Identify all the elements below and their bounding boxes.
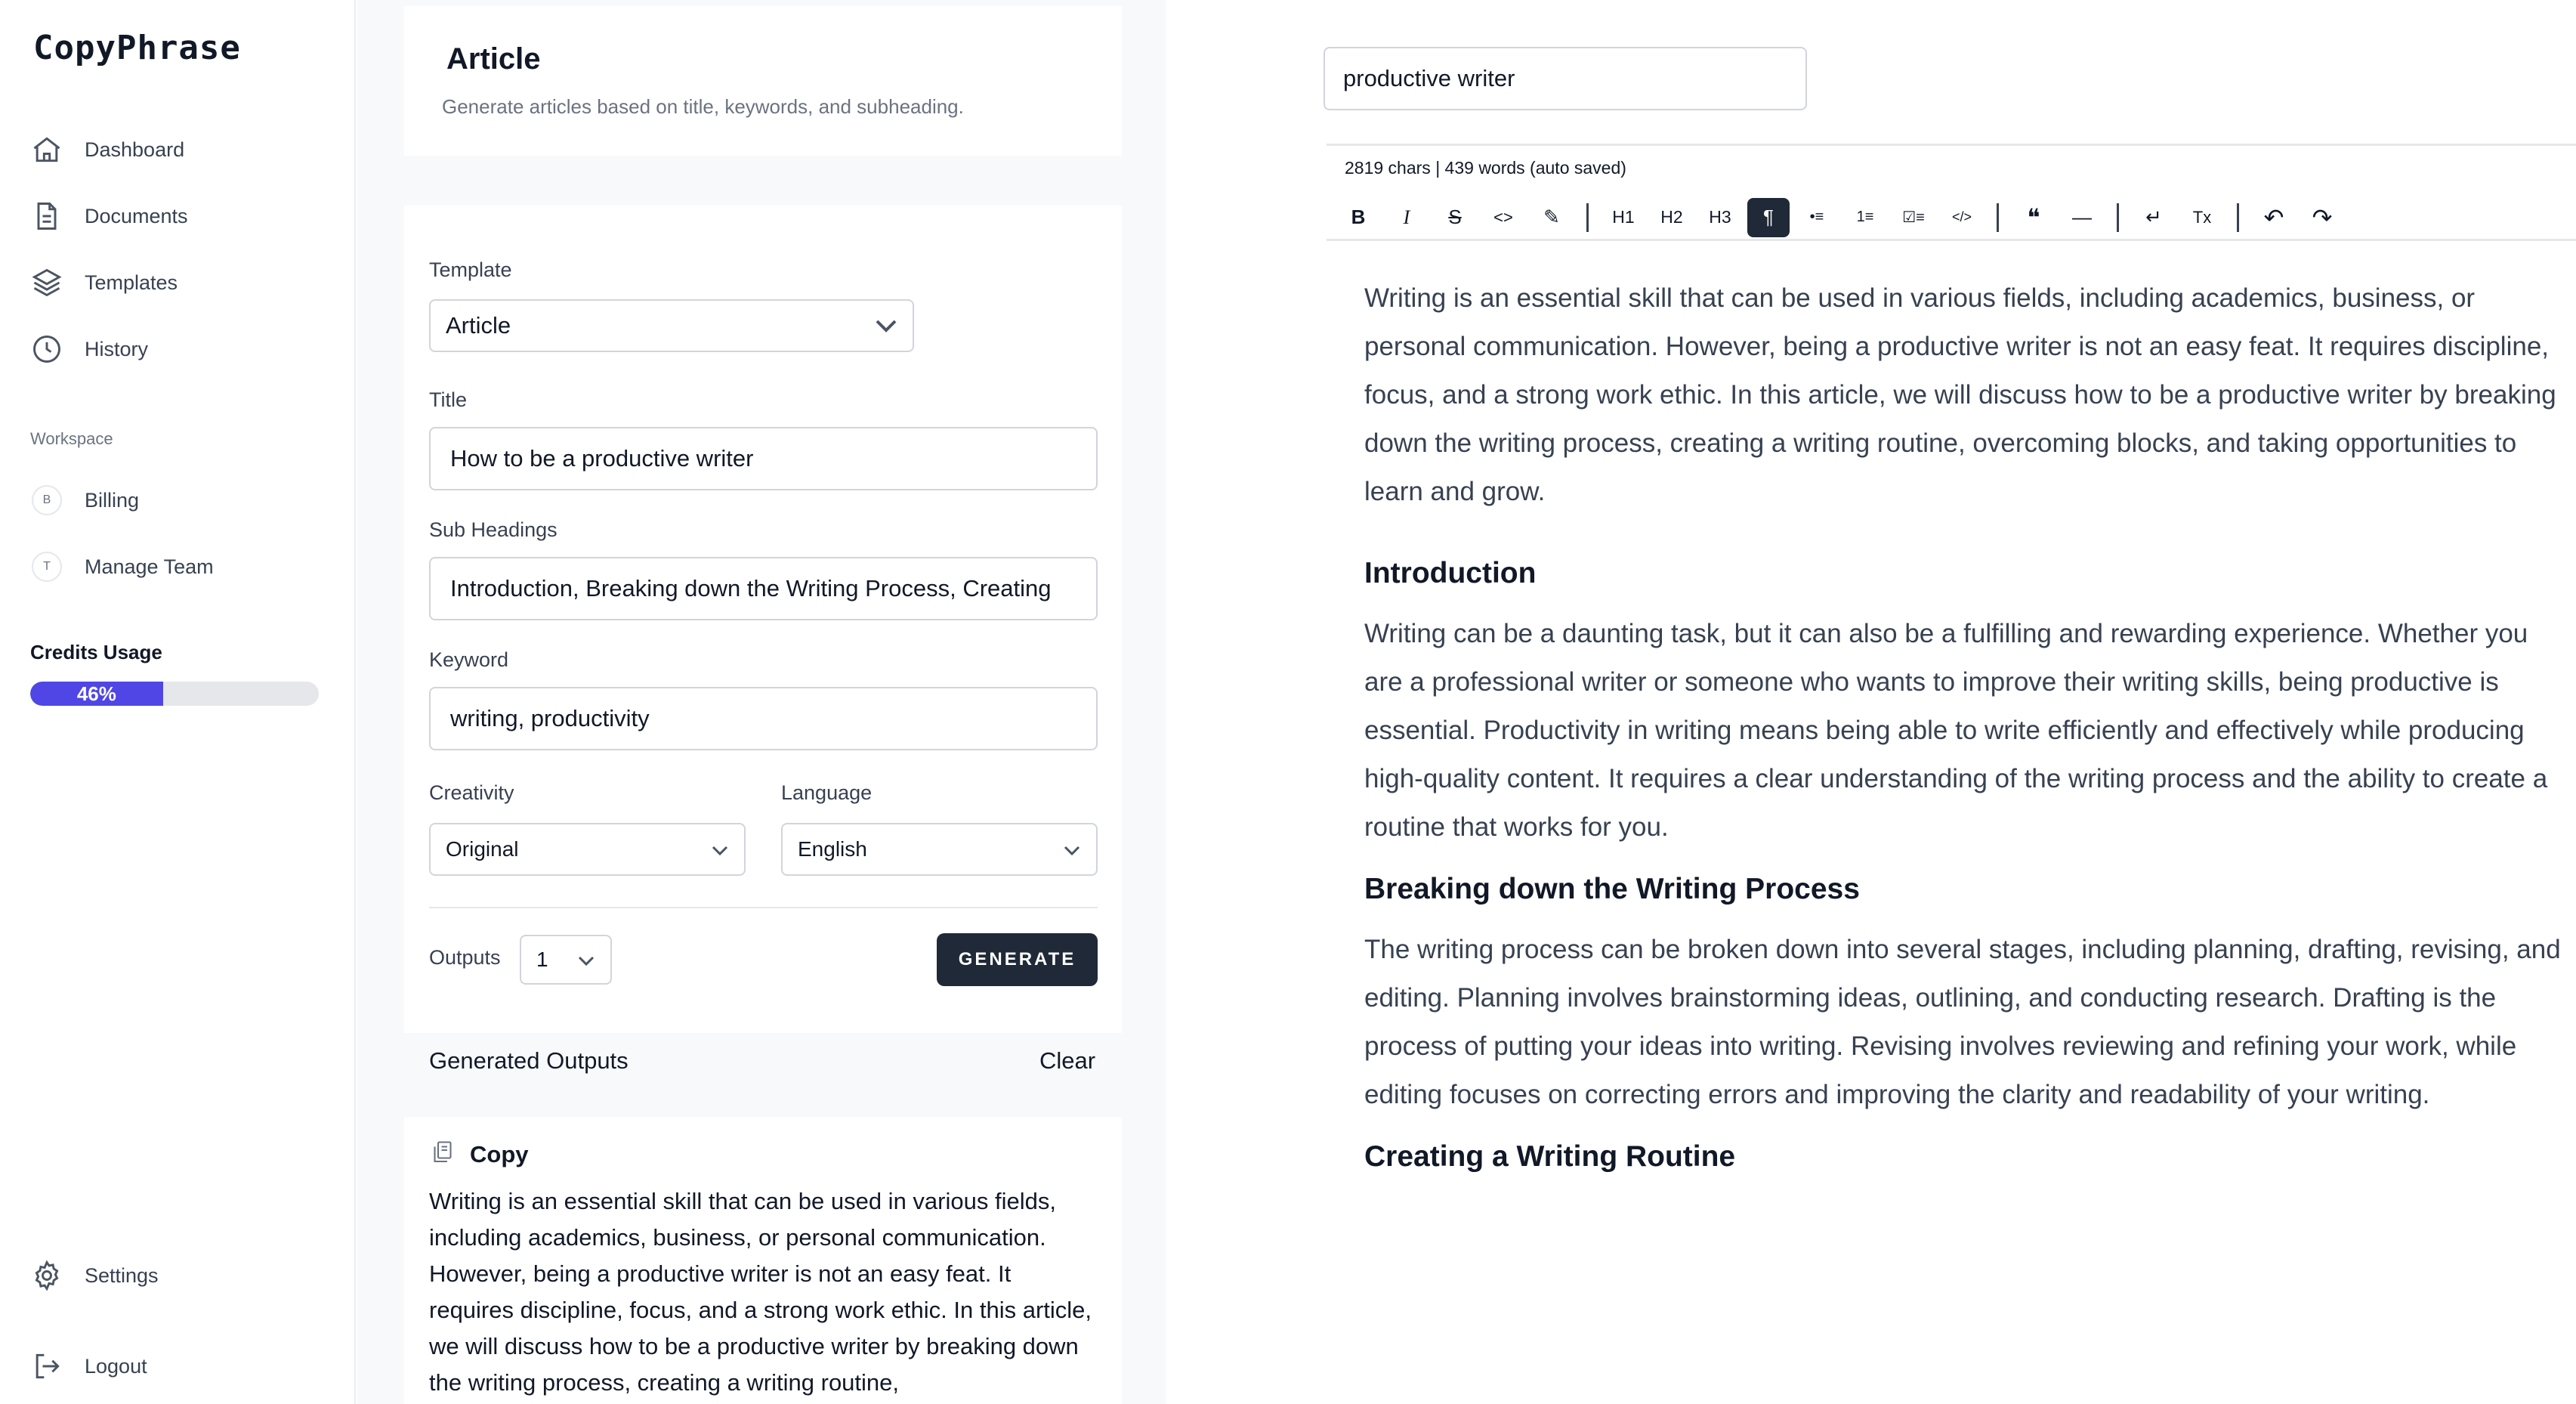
title-input[interactable]: How to be a productive writer — [429, 427, 1098, 490]
clear-format-button[interactable]: Tx — [2192, 207, 2212, 227]
form-divider — [429, 907, 1098, 908]
template-header — [404, 6, 1122, 156]
copy-button[interactable] — [429, 1138, 529, 1171]
generate-button[interactable]: GENERATE — [937, 933, 1098, 986]
paragraph-button[interactable]: ¶ — [1747, 198, 1790, 237]
undo-button[interactable]: ↶ — [2263, 203, 2284, 231]
writing-process-paragraph: The writing process can be broken down into several stages, including planning, drafting, revising, and editing. Planning involves brainstorming ideas, outlining, and conducting research. Drafting is the process of putting your ideas into writing. Revising involves reviewing and refining your work, while editing focuses on correcting errors and improving the clarity and readability of your writing. — [1364, 935, 2561, 1109]
chevron-down-icon — [711, 837, 729, 861]
outputs-select[interactable] — [520, 935, 612, 985]
toolbar-separator — [2237, 203, 2239, 232]
home-icon — [29, 131, 65, 168]
chevron-down-icon — [1063, 837, 1081, 861]
nav-history-label: History — [85, 337, 149, 360]
team-badge: T — [32, 552, 62, 582]
heading3-button[interactable]: H3 — [1709, 207, 1731, 227]
nav-templates-label: Templates — [85, 271, 178, 294]
output-card — [404, 1117, 1122, 1404]
heading1-button[interactable]: H1 — [1612, 207, 1635, 227]
nav-documents[interactable] — [29, 193, 331, 239]
nav-logout[interactable] — [29, 1344, 331, 1389]
creativity-select[interactable] — [429, 823, 746, 876]
nav-dashboard[interactable] — [29, 127, 331, 172]
nav-documents-label: Documents — [85, 204, 188, 227]
ordered-list-button[interactable]: 1≡ — [1856, 209, 1874, 225]
generation-form — [404, 206, 1122, 1033]
redo-button[interactable]: ↷ — [2312, 203, 2333, 231]
template-select-value: Article — [446, 312, 511, 339]
code-block-button[interactable]: </> — [1951, 209, 1972, 224]
nav-manage-team-label: Manage Team — [85, 555, 214, 578]
keyword-label: Keyword — [429, 648, 509, 671]
editor-content[interactable] — [1364, 274, 2573, 1174]
generated-outputs-title: Generated Outputs — [429, 1047, 629, 1074]
nav-billing[interactable] — [29, 478, 331, 523]
template-label: Template — [429, 258, 512, 281]
highlight-button[interactable]: ✎ — [1543, 206, 1560, 228]
clear-button[interactable]: Clear — [1039, 1047, 1096, 1074]
language-label: Language — [781, 781, 873, 804]
page-subtitle: Generate articles based on title, keywords, and subheading. — [442, 95, 964, 118]
editor-stats: 2819 chars | 439 words (auto saved) — [1345, 158, 1626, 178]
rich-text-editor — [1327, 144, 2576, 1404]
bullet-list-button[interactable]: •≡ — [1809, 209, 1824, 225]
generated-output-text: Writing is an essential skill that can be used in various fields, including academics, business, or personal communication. However, being a productive writer is not an easy feat. It requires discipline, focus, and a strong work ethic. In this article, we will discuss how to be a productive writer by breaking down the writing process, creating a writing routine, — [429, 1188, 1092, 1396]
code-button[interactable]: <> — [1493, 207, 1513, 227]
billing-badge: B — [32, 485, 62, 515]
language-select[interactable] — [781, 823, 1098, 876]
credits-title: Credits Usage — [30, 641, 162, 663]
title-label: Title — [429, 388, 468, 411]
nav-settings-label: Settings — [85, 1263, 159, 1287]
gear-icon — [29, 1257, 65, 1294]
outputs-select-value: 1 — [536, 948, 548, 971]
nav-history[interactable] — [29, 326, 331, 372]
clock-icon — [29, 331, 65, 367]
credits-progress-bar — [30, 682, 319, 706]
creativity-select-value: Original — [446, 837, 519, 861]
language-select-value: English — [798, 837, 867, 861]
document-icon — [29, 198, 65, 234]
toolbar-separator — [2117, 203, 2119, 232]
subheadings-label: Sub Headings — [429, 518, 558, 541]
keyword-input[interactable]: writing, productivity — [429, 687, 1098, 750]
outputs-label: Outputs — [429, 946, 501, 969]
app-logo: CopyPhrase — [33, 29, 241, 67]
nav-templates[interactable] — [29, 260, 331, 305]
nav-manage-team[interactable] — [29, 544, 331, 589]
copy-icon — [429, 1138, 456, 1171]
logout-icon — [29, 1348, 65, 1384]
heading-writing-routine: Creating a Writing Routine — [1364, 1140, 1736, 1173]
creativity-label: Creativity — [429, 781, 514, 804]
editor-toolbar — [1327, 196, 2576, 241]
workspace-label: Workspace — [30, 429, 113, 448]
copy-label: Copy — [470, 1140, 529, 1167]
nav-logout-label: Logout — [85, 1354, 147, 1378]
toolbar-separator — [1586, 203, 1589, 232]
chevron-down-icon — [577, 948, 595, 972]
italic-button[interactable]: I — [1403, 206, 1410, 228]
nav-dashboard-label: Dashboard — [85, 138, 185, 161]
blockquote-button[interactable]: ❝ — [2027, 203, 2040, 231]
heading-introduction: Introduction — [1364, 557, 1537, 589]
toolbar-separator — [1997, 203, 1999, 232]
bold-button[interactable]: B — [1351, 206, 1366, 228]
page-title: Article — [446, 42, 541, 76]
document-title-input[interactable]: productive writer — [1324, 47, 1807, 110]
subheadings-input[interactable]: Introduction, Breaking down the Writing Process, Creating — [429, 557, 1098, 620]
intro-paragraph: Writing is an essential skill that can be used in various fields, including academics, business, or personal communication. However, being a productive writer is not an easy feat. It requires discipline, focus, and a strong work ethic. In this article, we will discuss how to be a productive writer by breaking down the writing process, creating a writing routine, overcoming blocks, and taking opportunities to learn and grow. — [1364, 283, 2556, 506]
heading2-button[interactable]: H2 — [1660, 207, 1683, 227]
strikethrough-button[interactable]: S — [1448, 206, 1462, 228]
heading-writing-process: Breaking down the Writing Process — [1364, 873, 1860, 905]
nav-billing-label: Billing — [85, 488, 140, 512]
horizontal-rule-button[interactable]: — — [2072, 206, 2092, 228]
task-list-button[interactable]: ☑≡ — [1902, 209, 1925, 226]
template-select[interactable] — [429, 299, 914, 352]
hard-break-button[interactable]: ↵ — [2145, 206, 2162, 228]
chevron-down-icon — [875, 312, 897, 339]
layers-icon — [29, 264, 65, 301]
introduction-paragraph: Writing can be a daunting task, but it can also be a fulfilling and rewarding experience. Whether you are a professional writer or someone who wants to improve their writing skills, being productive is essential. Productivity in writing means being able to write efficiently and effectively while producing high-quality content. It requires a clear understanding of the writing process and the ability to create a routine that works for you. — [1364, 619, 2548, 842]
credits-progress-fill: 46% — [30, 682, 163, 706]
nav-settings[interactable] — [29, 1253, 331, 1298]
sidebar — [0, 0, 356, 1404]
